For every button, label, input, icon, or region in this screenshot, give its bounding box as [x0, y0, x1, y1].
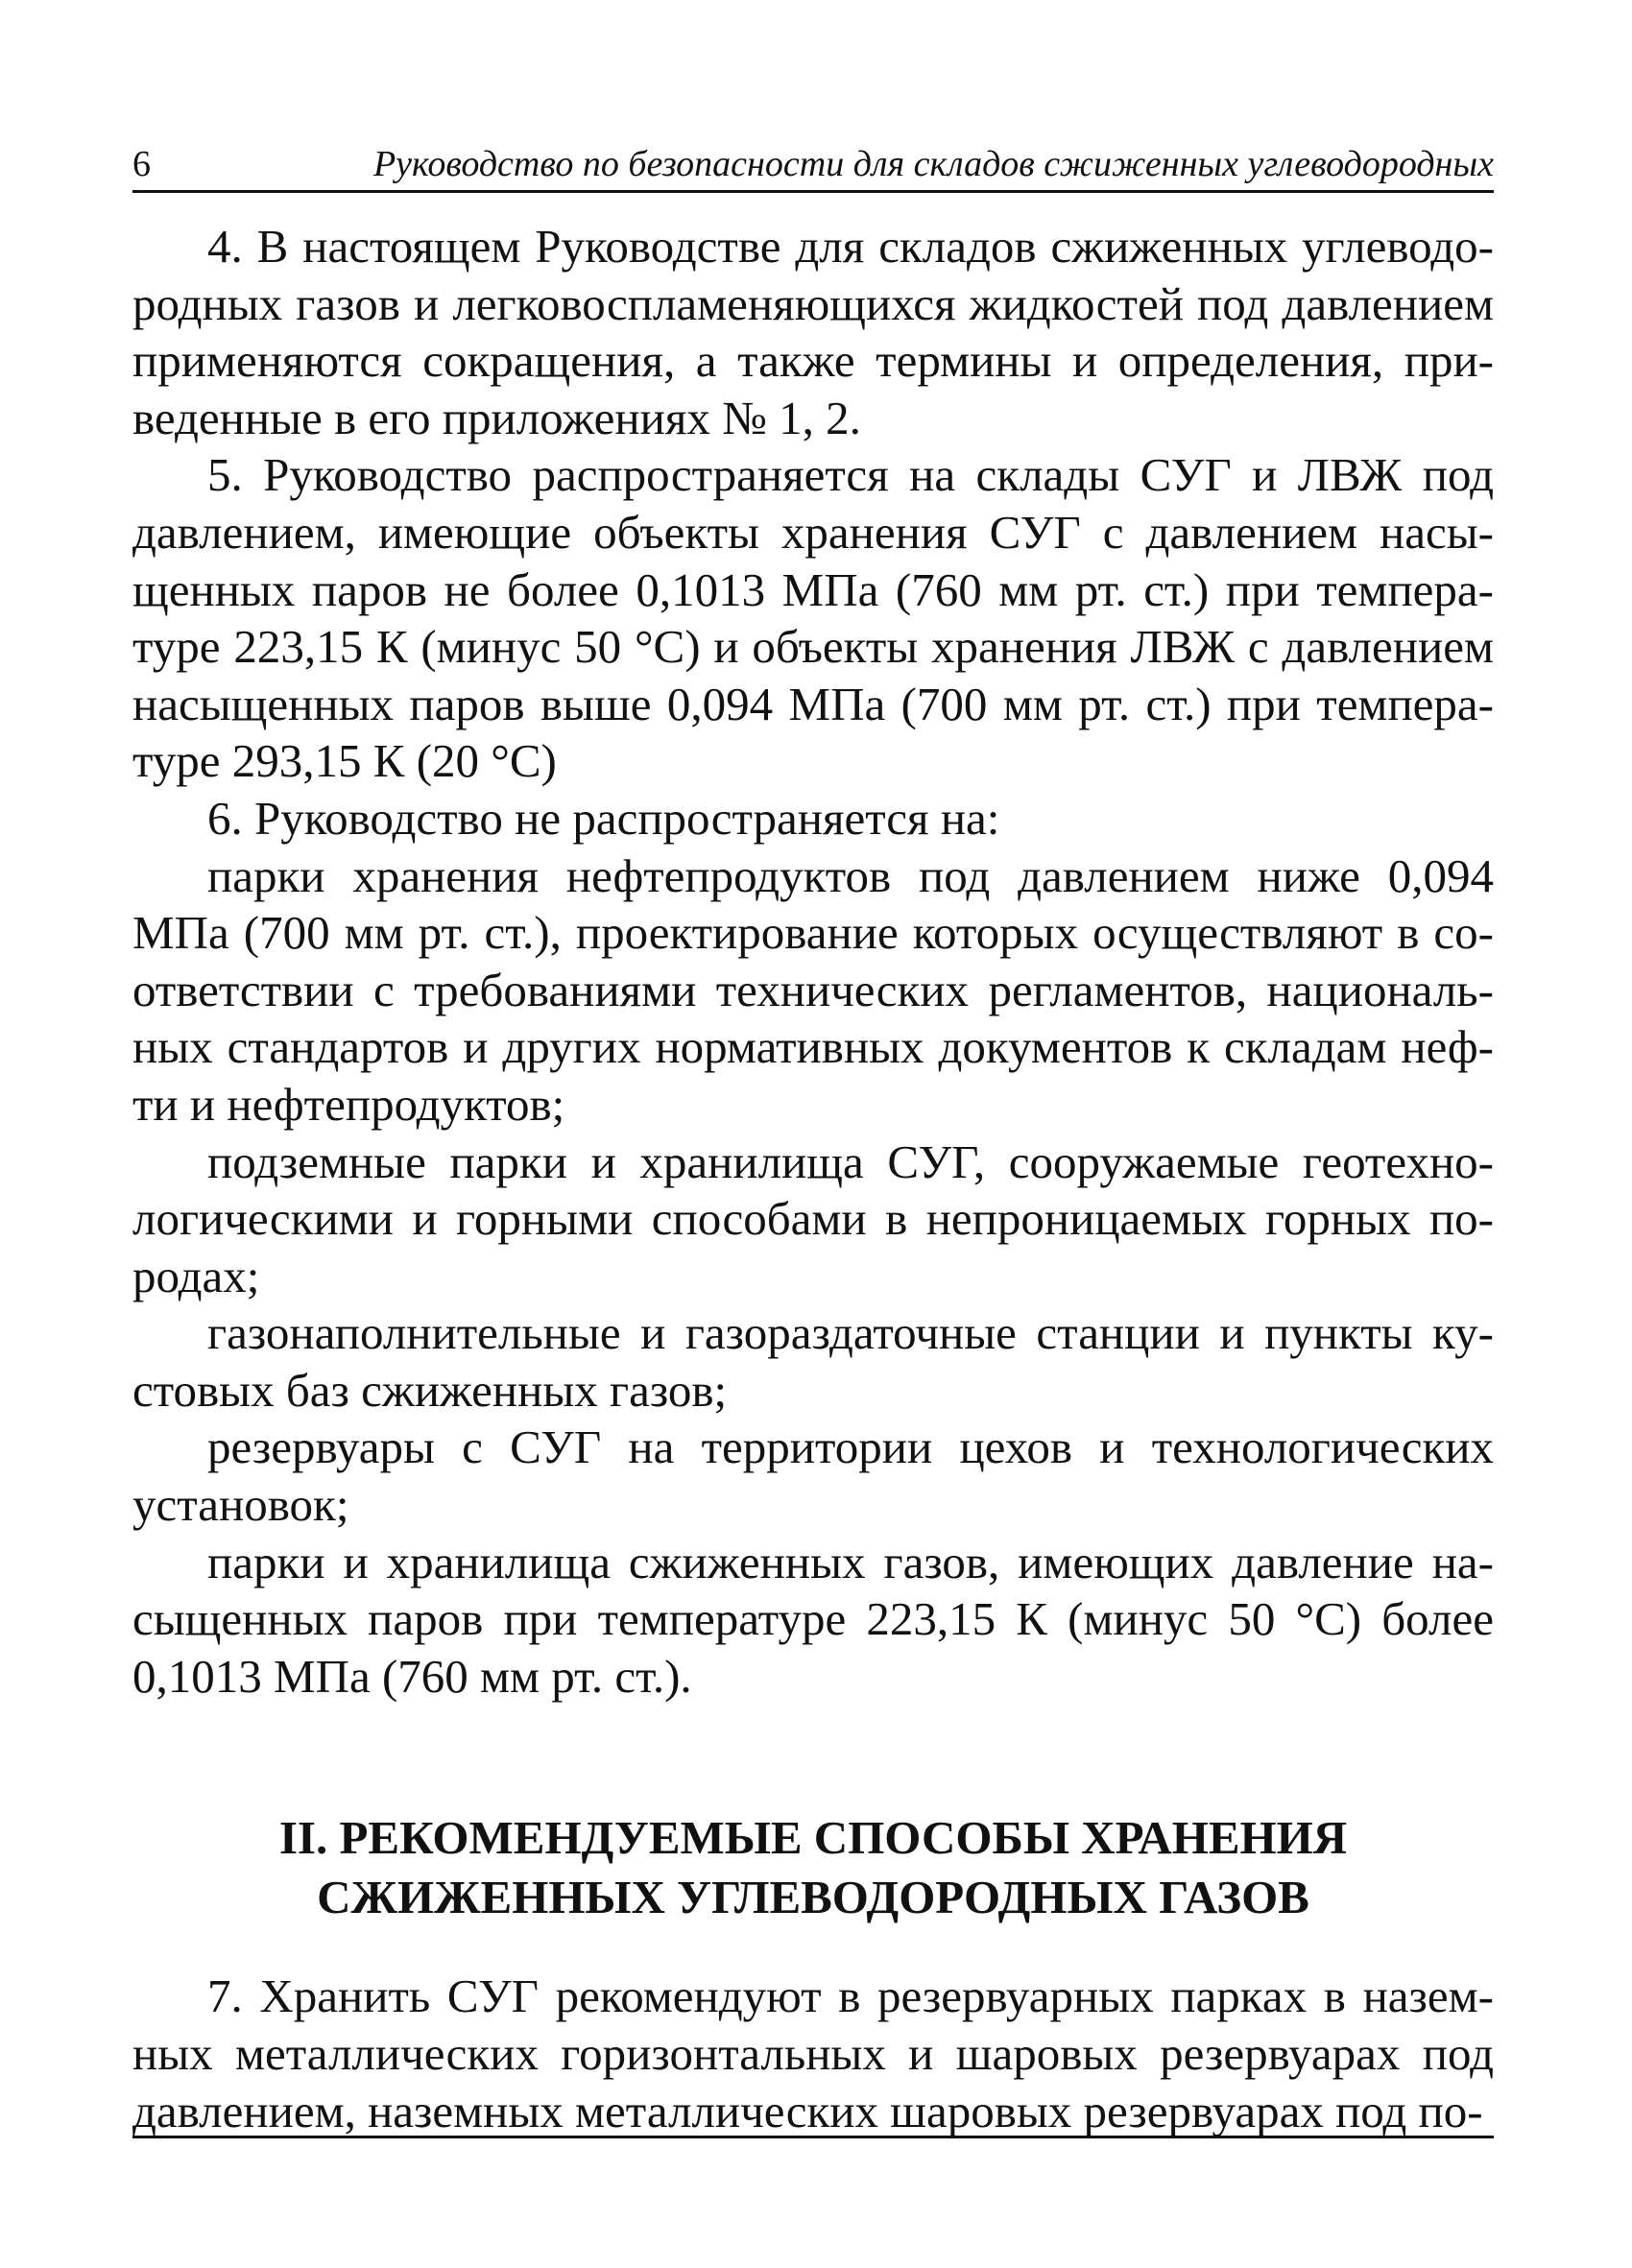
section-heading-line-2: СЖИЖЕННЫХ УГЛЕВОДОРОДНЫХ ГАЗОВ [317, 1871, 1309, 1924]
page-number: 6 [132, 144, 151, 184]
paragraph-4: 4. В настоящем Руководстве для складов сжиженных углеводородных газов и легковоспламеняющихся жидкостей под давлением применяются сокращения, а также термины и определения, приведенные в его приложениях № 1, 2. [132, 220, 1494, 444]
document-body [132, 218, 1494, 2139]
list-item-gas-stations: газонаполнительные и газораздаточные станции и пункты кустовых баз сжиженных газов; [132, 1306, 1494, 1417]
list-item-high-pressure-storage: парки и хранилища сжиженных газов, имеющих давление насыщенных паров при температуре 223,15 К (минус 50 °С) более 0,1013 МПа (760 мм рт. ст.). [132, 1535, 1494, 1703]
section-heading [132, 1808, 1494, 1927]
list-item-underground-storage: подземные парки и хранилища СУГ, сооружаемые геотехнологическими и горными способами в непроницаемых горных породах; [132, 1134, 1494, 1302]
running-header [132, 142, 1494, 193]
paragraph-7: 7. Хранить СУГ рекомендуют в резервуарных парках в наземных металлических горизонтальных и шаровых резервуарах под давлением, наземных металлических шаровых резервуарах под по- [132, 1970, 1494, 2137]
section-heading-line-1: II. РЕКОМЕНДУЕМЫЕ СПОСОБЫ ХРАНЕНИЯ [278, 1811, 1348, 1865]
paragraph-5: 5. Руководство распространяется на склады СУГ и ЛВЖ под давлением, имеющие объекты хранения СУГ с давлением насыщенных паров не более 0,1013 МПа (760 мм рт. ст.) при температуре 223,15 К (минус 50 °С) и объекты хранения ЛВЖ с давлением насыщенных паров выше 0,094 МПа (700 мм рт. ст.) при температуре 293,15 К (20 °С) [132, 448, 1494, 788]
list-item-oil-parks: парки хранения нефтепродуктов под давлением ниже 0,094 МПа (700 мм рт. ст.), проектирование которых осуществляют в соответствии с требованиями технических регламентов, национальных стандартов и других нормативных документов к складам нефти и нефтепродуктов; [132, 848, 1494, 1131]
paragraph-6: 6. Руководство не распространяется на: [207, 791, 1000, 845]
document-page [132, 142, 1494, 2139]
footer-rule [132, 2136, 1494, 2138]
running-title: Руководство по безопасности для складов сжиженных углеводородных [372, 144, 1494, 184]
list-item-workshop-tanks: резервуары с СУГ на территории цехов и технологических установок; [132, 1420, 1494, 1532]
